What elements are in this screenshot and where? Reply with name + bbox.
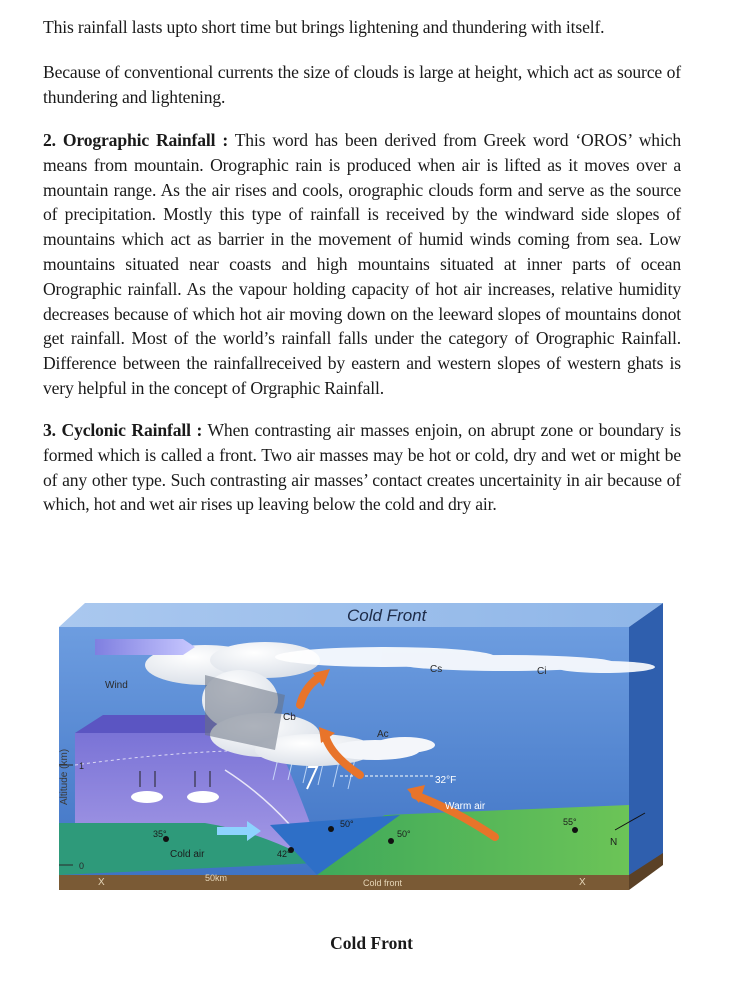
station-dot-55 bbox=[572, 827, 578, 833]
station-dot-50b bbox=[388, 838, 394, 844]
label-cold-air: Cold air bbox=[170, 849, 205, 860]
paragraph-rainfall-duration bbox=[43, 15, 681, 40]
label-x-left: X bbox=[98, 877, 105, 888]
paragraph-orographic-rainfall bbox=[43, 128, 681, 401]
paragraph-text: Because of conventional currents the size of clouds is large at height, which act as source of thundering and lightening. bbox=[43, 62, 681, 107]
label-cold-front-line: Cold front bbox=[363, 878, 403, 888]
label-temp-50a: 50° bbox=[340, 819, 354, 829]
label-temp-42: 42° bbox=[277, 849, 291, 859]
label-ci: Ci bbox=[537, 666, 547, 677]
paragraph-text: When contrasting air masses enjoin, on abrupt zone or boundary is formed which is called a front. Two air masses may be hot or cold, dry and wet or might be of any other type. Such contrasting air masses’ contact creates uncertainity in air because of which, hot and wet air rises up leaving below the cold and dry air. bbox=[43, 420, 681, 515]
soil-strip bbox=[59, 875, 629, 890]
label-altitude-axis: Altitude (km) bbox=[59, 748, 70, 805]
cold-front-svg bbox=[55, 575, 680, 905]
section-heading-cyclonic: 3. Cyclonic Rainfall : bbox=[43, 420, 203, 440]
paragraph-cyclonic-rainfall bbox=[43, 418, 681, 517]
paragraph-text: This word has been derived from Greek word ‘OROS’ which means from mountain. Orographic rain is produced when air is lifted as it moves over a mountain range. As the air rises and cools, orographic clouds form and serve as the source of precipitation. Mostly this type of rainfall is received by the windward side slopes of mountains which act as barrier in the movement of humid winds coming from sea. Low mountains situated near coasts and high mountains situated at inner parts of ocean Orographic rainfall. As the vapour holding capacity of hot air increases, relative humidity decreases because of which hot air moving down on the leeward slopes of mountains donot get rainfall. Most of the world’s rainfall falls under the category of Orographic Rainfall. Difference between the rainfallreceived by eastern and western slopes of western ghats is very helpful in the concept of Orgraphic Rainfall. bbox=[43, 130, 681, 398]
paragraph-text: This rainfall lasts upto short time but brings lightening and thundering with itself. bbox=[43, 17, 605, 37]
box-side-face bbox=[629, 603, 663, 887]
label-north: N bbox=[610, 837, 618, 848]
wind-arrow bbox=[95, 639, 195, 655]
label-temp-55: 55° bbox=[563, 817, 577, 827]
label-distance: 50km bbox=[205, 873, 228, 883]
label-temp-50b: 50° bbox=[397, 829, 411, 839]
figure-caption: Cold Front bbox=[330, 933, 413, 953]
label-x-right: X bbox=[579, 877, 586, 888]
cold-front-diagram bbox=[55, 575, 680, 905]
label-ac: Ac bbox=[377, 729, 389, 740]
label-32f: 32°F bbox=[435, 775, 457, 786]
label-altitude-1: 1 bbox=[79, 761, 85, 771]
section-heading-orographic: 2. Orographic Rainfall : bbox=[43, 130, 229, 150]
paragraph-convection-clouds bbox=[43, 60, 681, 110]
label-cb: Cb bbox=[283, 712, 296, 723]
label-wind: Wind bbox=[105, 680, 128, 691]
label-warm-air: Warm air bbox=[445, 801, 486, 812]
diagram-title: Cold Front bbox=[347, 606, 427, 625]
label-temp-35: 35° bbox=[153, 829, 167, 839]
label-altitude-0: 0 bbox=[79, 861, 85, 871]
station-dot-50a bbox=[328, 826, 334, 832]
label-cs: Cs bbox=[430, 664, 443, 675]
